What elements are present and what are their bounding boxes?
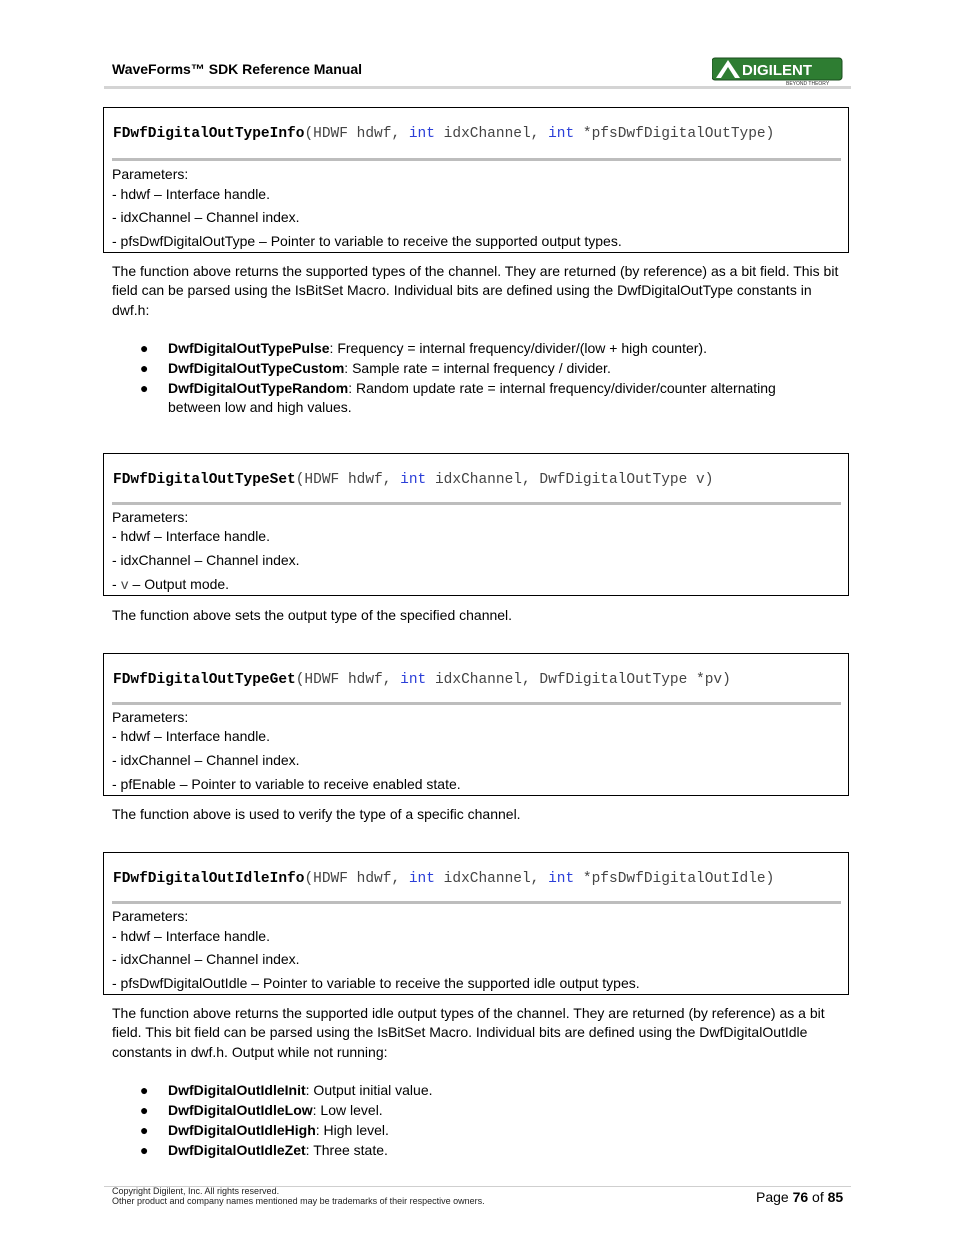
bullet-icon: ● — [140, 340, 149, 356]
signature-rule — [112, 702, 841, 705]
param-item: - idxChannel – Channel index. — [112, 209, 300, 225]
bullet-icon: ● — [140, 1142, 149, 1158]
param-item: - idxChannel – Channel index. — [112, 752, 300, 768]
param-item: - idxChannel – Channel index. — [112, 552, 300, 568]
param-item: - pfsDwfDigitalOutIdle – Pointer to variable to receive the supported idle output types. — [112, 975, 640, 991]
signature-rule — [112, 502, 841, 505]
signature-rule — [112, 158, 841, 161]
param-item: - hdwf – Interface handle. — [112, 928, 270, 944]
bullet-icon: ● — [140, 380, 149, 396]
logo-tagline: BEYOND THEORY — [786, 81, 830, 86]
function-signature: FDwfDigitalOutTypeSet(HDWF hdwf, int idxChannel, DwfDigitalOutType v) — [113, 472, 714, 488]
bullet-icon: ● — [140, 360, 149, 376]
param-item: - hdwf – Interface handle. — [112, 186, 270, 202]
function-box-typeinfo — [103, 107, 849, 253]
function-box-idleinfo — [103, 852, 849, 995]
bullet-icon: ● — [140, 1122, 149, 1138]
document-title: WaveForms™ SDK Reference Manual — [112, 61, 362, 77]
function-name: FDwfDigitalOutTypeInfo — [113, 126, 305, 142]
footer-copyright: Copyright Digilent, Inc. All rights reserved. — [112, 1186, 280, 1196]
function-signature: FDwfDigitalOutTypeGet(HDWF hdwf, int idxChannel, DwfDigitalOutType *pv) — [113, 672, 731, 688]
function-box-typeset — [103, 453, 849, 596]
params-label: Parameters: — [112, 509, 189, 525]
params-label: Parameters: — [112, 709, 189, 725]
description-paragraph: The function above returns the supported types of the channel. They are returned (by reference) as a bit field. This bit field can be parsed using the IsBitSet Macro. Individual bits are defined using the DwfDigitalOutType constants in dwf.h: — [112, 263, 839, 318]
digilent-logo — [712, 56, 844, 86]
function-name: FDwfDigitalOutTypeGet — [113, 672, 296, 688]
function-name: FDwfDigitalOutTypeSet — [113, 472, 296, 488]
description-paragraph: The function above returns the supported idle output types of the channel. They are returned (by reference) as a bit field. This bit field can be parsed using the IsBitSet Macro. Individual bits are defined using the DwfDigitalOutIdle constants in dwf.h. Output while not running: — [112, 1005, 825, 1060]
footer-trademark: Other product and company names mentioned may be trademarks of their respective owners. — [112, 1196, 485, 1206]
param-item: - pfEnable – Pointer to variable to receive enabled state. — [112, 776, 461, 792]
page-number: Page 76 of 85 — [756, 1189, 844, 1205]
description-paragraph: The function above is used to verify the type of a specific channel. — [112, 806, 521, 822]
function-name: FDwfDigitalOutIdleInfo — [113, 871, 305, 887]
function-signature: FDwfDigitalOutTypeInfo(HDWF hdwf, int idxChannel, int *pfsDwfDigitalOutType) — [113, 126, 775, 142]
function-signature: FDwfDigitalOutIdleInfo(HDWF hdwf, int idxChannel, int *pfsDwfDigitalOutIdle) — [113, 871, 775, 887]
bullet-icon: ● — [140, 1082, 149, 1098]
bullet-icon: ● — [140, 1102, 149, 1118]
param-item: - idxChannel – Channel index. — [112, 951, 300, 967]
params-label: Parameters: — [112, 908, 189, 924]
param-item: - pfsDwfDigitalOutType – Pointer to variable to receive the supported output types. — [112, 233, 622, 249]
param-item: - hdwf – Interface handle. — [112, 528, 270, 544]
function-box-typeget — [103, 653, 849, 796]
header-rule — [104, 86, 851, 89]
param-item: - hdwf – Interface handle. — [112, 728, 270, 744]
signature-rule — [112, 901, 841, 904]
logo-wordmark: DIGILENT — [742, 62, 812, 79]
param-item: - v – Output mode. — [112, 576, 230, 594]
description-paragraph: The function above sets the output type of the specified channel. — [112, 607, 513, 623]
params-label: Parameters: — [112, 166, 189, 182]
